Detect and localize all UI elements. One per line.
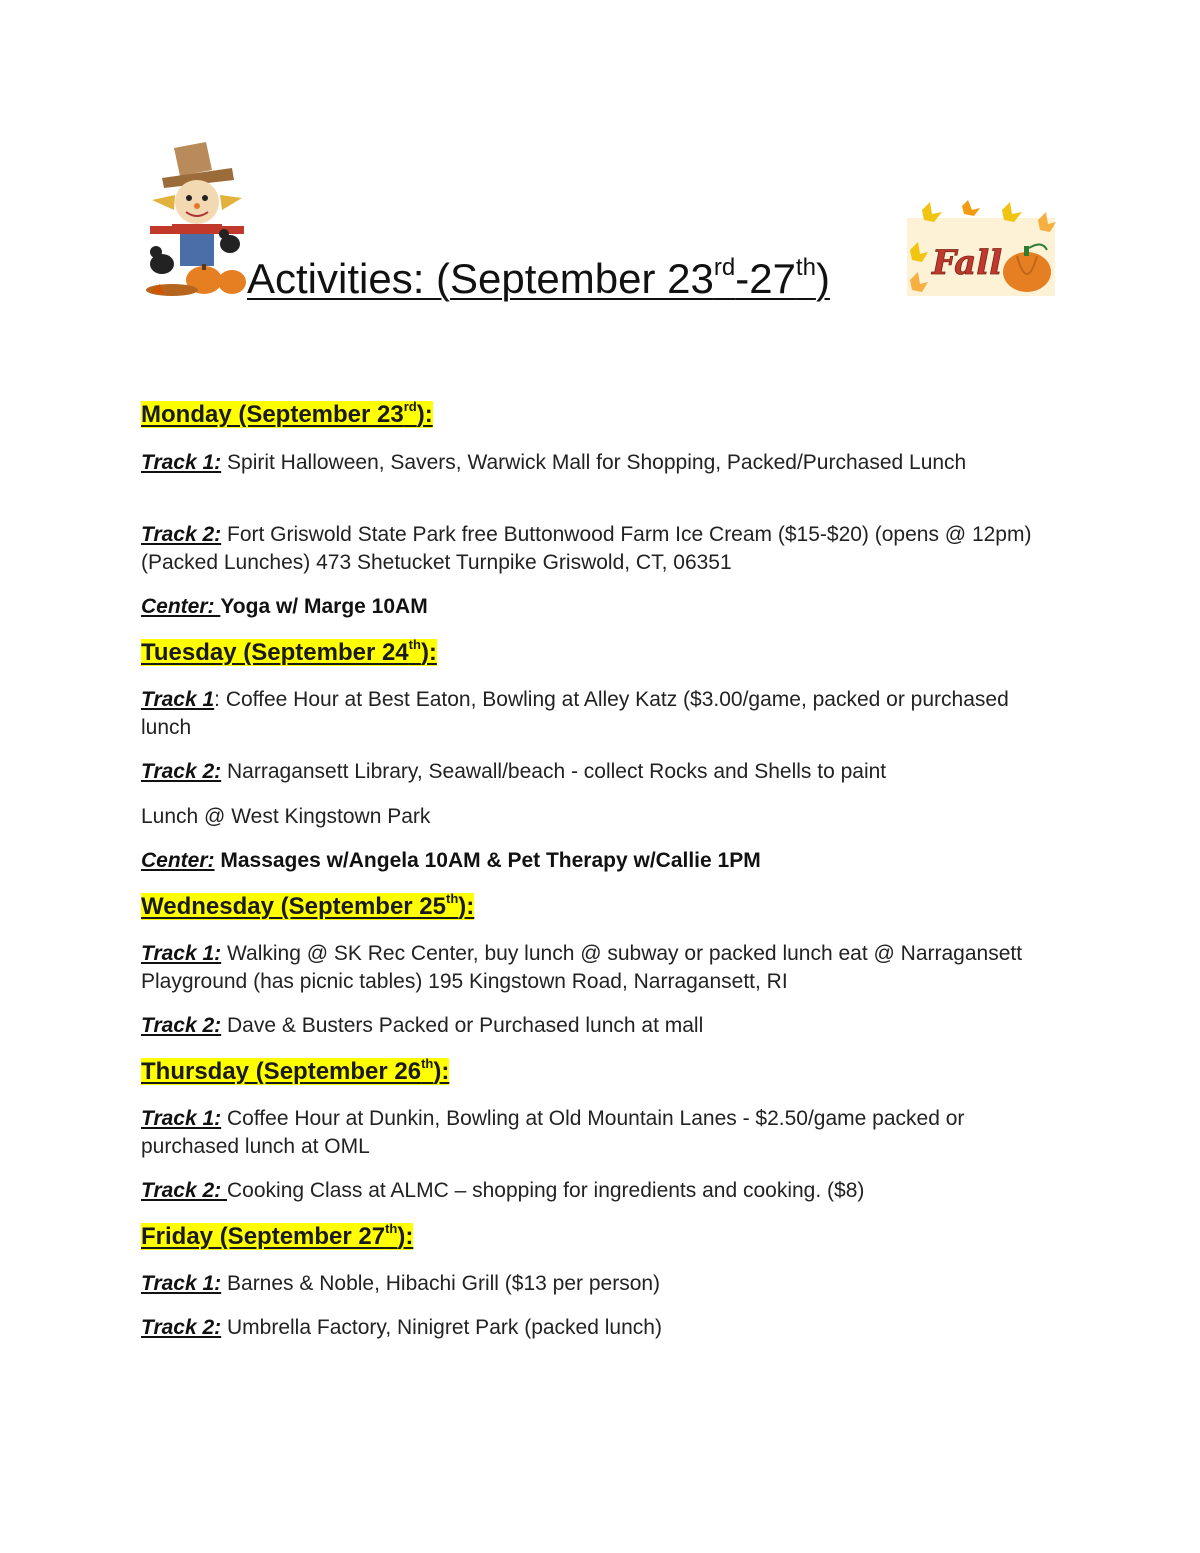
track-label: Track 2:	[141, 1316, 222, 1339]
wednesday-track-1: Track 1: Walking @ SK Rec Center, buy lunch @ subway or packed lunch eat @ Narragansett Playground (has picnic tables) 195 Kingstown Road, Narragansett, RI	[141, 942, 1023, 993]
tuesday-track-1: Track 1: Coffee Hour at Best Eaton, Bowling at Alley Katz ($3.00/game, packed or purchased lunch	[141, 688, 1009, 739]
day-heading: Monday (September 23rd):	[141, 399, 433, 428]
day-wednesday	[141, 892, 1046, 922]
track-label: Track 2:	[141, 1014, 222, 1037]
day-heading: Tuesday (September 24th):	[141, 637, 437, 666]
tuesday-center: Center: Massages w/Angela 10AM & Pet Therapy w/Callie 1PM	[141, 849, 761, 872]
friday-track-2: Track 2: Umbrella Factory, Ninigret Park (packed lunch)	[141, 1316, 662, 1339]
day-thursday	[141, 1057, 1046, 1087]
scarecrow-image	[142, 140, 252, 300]
track-label: Track 2:	[141, 760, 222, 783]
monday-track-2: Track 2: Fort Griswold State Park free Buttonwood Farm Ice Cream ($15-$20) (opens @ 12pm) (Packed Lunches) 473 Shetucket Turnpike Griswold, CT, 06351	[141, 523, 1032, 574]
day-heading: Friday (September 27th):	[141, 1221, 414, 1250]
track-label: Track 1	[141, 688, 215, 711]
track-label: Track 1:	[141, 1272, 222, 1295]
center-label: Center:	[141, 595, 221, 618]
thursday-track-1: Track 1: Coffee Hour at Dunkin, Bowling at Old Mountain Lanes - $2.50/game packed or purchased lunch at OML	[141, 1107, 965, 1158]
track-label: Track 1:	[141, 942, 222, 965]
tuesday-lunch-note: Lunch @ West Kingstown Park	[141, 805, 431, 828]
day-heading: Thursday (September 26th):	[141, 1056, 450, 1085]
monday-center: Center: Yoga w/ Marge 10AM	[141, 595, 428, 618]
day-tuesday	[141, 638, 1046, 668]
monday-track-1: Track 1: Spirit Halloween, Savers, Warwick Mall for Shopping, Packed/Purchased Lunch	[141, 451, 967, 474]
center-label: Center:	[141, 849, 215, 872]
friday-track-1: Track 1: Barnes & Noble, Hibachi Grill ($13 per person)	[141, 1272, 661, 1295]
fall-text: Fall	[932, 243, 1003, 283]
wednesday-track-2: Track 2: Dave & Busters Packed or Purchased lunch at mall	[141, 1014, 704, 1037]
page-title: Activities: (September 23rd-27th)	[247, 254, 830, 302]
fall-image	[902, 200, 1057, 300]
day-friday	[141, 1222, 1046, 1252]
day-monday	[141, 400, 1046, 430]
day-heading: Wednesday (September 25th):	[141, 891, 475, 920]
thursday-track-2: Track 2: Cooking Class at ALMC – shopping for ingredients and cooking. ($8)	[141, 1179, 865, 1202]
tuesday-track-2: Track 2: Narragansett Library, Seawall/beach - collect Rocks and Shells to paint	[141, 760, 887, 783]
track-label: Track 1:	[141, 1107, 222, 1130]
track-label: Track 2:	[141, 1179, 227, 1202]
track-label: Track 1:	[141, 451, 222, 474]
track-label: Track 2:	[141, 523, 222, 546]
